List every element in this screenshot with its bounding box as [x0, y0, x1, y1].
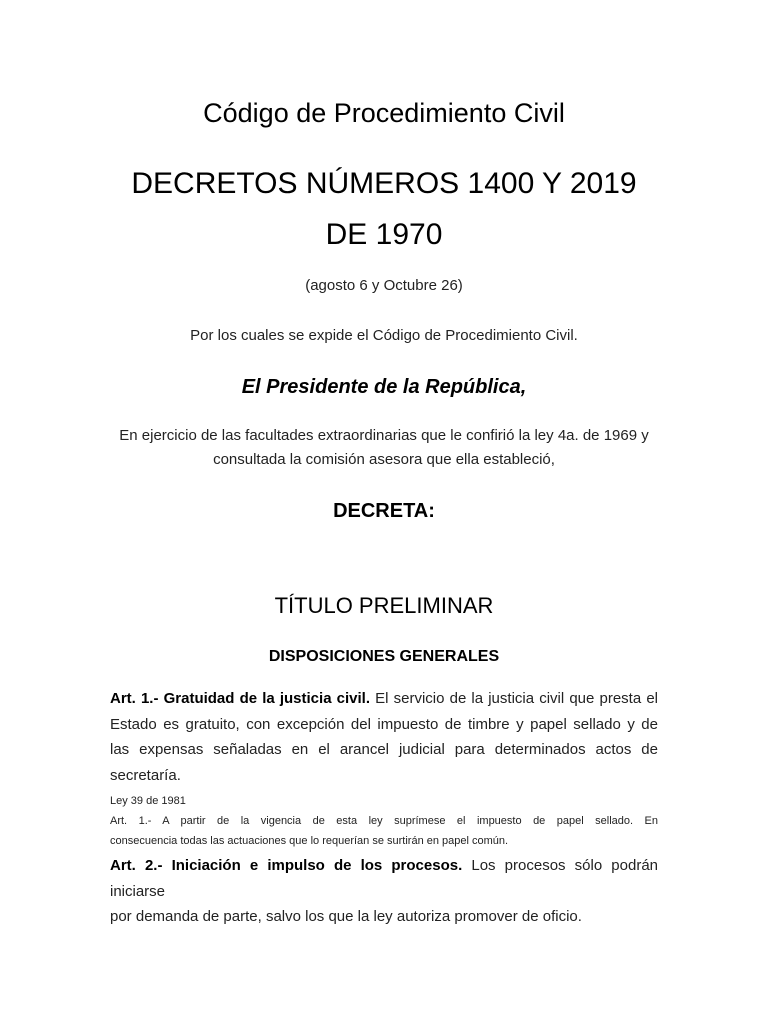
article-1-line-2: Estado es gratuito, con excepción del impuesto de timbre y papel sellado y de	[110, 715, 658, 733]
article-1-line-4: secretaría.	[110, 766, 181, 784]
article-2	[110, 853, 658, 930]
section-subtitle: DISPOSICIONES GENERALES	[268, 648, 500, 665]
article-2-text-1: Los procesos sólo podrán iniciarse	[110, 857, 658, 900]
article-2-heading: Art. 2.- Iniciación e impulso de los procesos.	[110, 857, 463, 874]
decree-purpose: Por los cuales se expide el Código de Procedimiento Civil.	[190, 327, 578, 344]
article-1-line-1	[110, 686, 658, 712]
article-1-text-1: El servicio de la justicia civil que presta el	[370, 690, 658, 707]
article-1-heading: Art. 1.- Gratuidad de la justicia civil.	[110, 690, 371, 707]
law-reference: Ley 39 de 1981	[110, 795, 186, 807]
issuer-heading: El Presidente de la República,	[241, 376, 527, 398]
exercise-line-2: consultada la comisión asesora que ella estableció,	[213, 451, 555, 468]
article-1	[110, 686, 658, 788]
exercise-line-1: En ejercicio de las facultades extraordinarias que le confirió la ley 4a. de 1969 y	[119, 427, 649, 444]
decree-dates: (agosto 6 y Octubre 26)	[305, 277, 463, 294]
law-note-line-2: consecuencia todas las actuaciones que lo requerían se surtirán en papel común.	[110, 835, 509, 847]
article-1-line-3: las expensas señaladas en el arancel judicial para determinados actos de	[110, 741, 658, 758]
document-title: Código de Procedimiento Civil	[203, 98, 565, 128]
law-note	[110, 811, 658, 851]
decreta-heading: DECRETA:	[333, 500, 435, 522]
law-note-line-1: Art. 1.- A partir de la vigencia de esta ley suprímese el impuesto de papel sellado. En	[110, 815, 658, 827]
article-2-line-2: por demanda de parte, salvo los que la ley autoriza promover de oficio.	[110, 908, 582, 925]
decree-heading-line-2: DE 1970	[325, 218, 443, 251]
decree-heading-line-1: DECRETOS NÚMEROS 1400 Y 2019	[131, 167, 637, 200]
section-title: TÍTULO PRELIMINAR	[274, 593, 494, 618]
article-2-line-1	[110, 853, 658, 904]
exercise-paragraph	[0, 424, 768, 472]
